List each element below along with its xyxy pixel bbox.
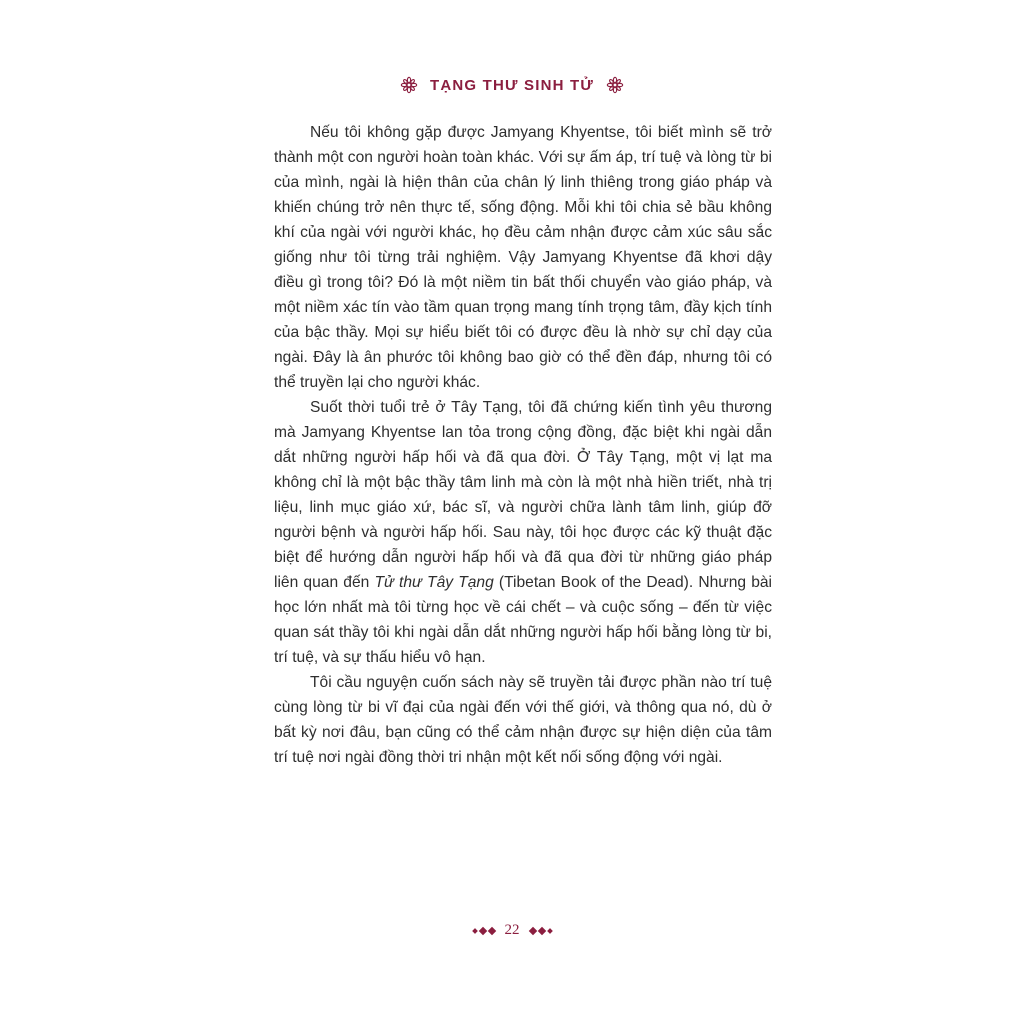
lotus-flower-icon bbox=[400, 76, 418, 94]
running-title: TẠNG THƯ SINH TỬ bbox=[429, 76, 595, 94]
book-title-italic: Tử thư Tây Tạng bbox=[374, 574, 494, 591]
paragraph-2-text-b: (Tibetan Book of the Dead). Nhưng bài học lớn nhất mà tôi từng học về cái chết – và cuộc sống – đến từ việc quan sát thầy tôi khi ngài dẫn dắt những người hấp hối bằng lòng từ bi, trí tuệ, và sự thấu hiểu vô hạn. bbox=[274, 574, 772, 666]
right-diamond-ornament-icon bbox=[530, 928, 552, 934]
paragraph-1: Nếu tôi không gặp được Jamyang Khyentse, tôi biết mình sẽ trở thành một con người hoàn toàn khác. Với sự ấm áp, trí tuệ và lòng từ bi của mình, ngài là hiện thân của chân lý linh thiêng trong giáo pháp và khiến chúng trở nên thực tế, sống động. Mỗi khi tôi chia sẻ bầu không khí của ngài với người khác, họ đều cảm nhận được cảm xúc sâu sắc giống như tôi từng trải nghiệm. Vậy Jamyang Khyentse đã khơi dậy điều gì trong tôi? Đó là một niềm tin bất thối chuyển vào giáo pháp, và một niềm xác tín vào tầm quan trọng mang tính trọng tâm, đầy kịch tính của bậc thầy. Mọi sự hiểu biết tôi có được đều là nhờ sự chỉ dạy của ngài. Đây là ân phước tôi không bao giờ có thể đền đáp, nhưng tôi có thể truyền lại cho người khác. bbox=[274, 124, 772, 391]
paragraph-3: Tôi cầu nguyện cuốn sách này sẽ truyền tải được phần nào trí tuệ cùng lòng từ bi vĩ đại của ngài đến với thế giới, và thông qua nó, dù ở bất kỳ nơi đâu, bạn cũng có thể cảm nhận được sự hiện diện của tâm trí tuệ nơi ngài đồng thời tri nhận một kết nối sống động với ngài. bbox=[274, 674, 772, 766]
paragraph-2-text-a: Suốt thời tuổi trẻ ở Tây Tạng, tôi đã chứng kiến tình yêu thương mà Jamyang Khyentse lan tỏa trong cộng đồng, đặc biệt khi ngài dẫn dắt những người hấp hối và đã qua đời. Ở Tây Tạng, một vị lạt ma không chỉ là một bậc thầy tâm linh mà còn là một nhà hiền triết, nhà trị liệu, linh mục giáo xứ, bác sĩ, và người chữa lành tâm linh, giúp đỡ người bệnh và người hấp hối. Sau này, tôi học được các kỹ thuật đặc biệt để hướng dẫn người hấp hối và đã qua đời từ những giáo pháp liên quan đến bbox=[274, 399, 772, 591]
lotus-flower-icon bbox=[606, 76, 624, 94]
body-text bbox=[274, 120, 772, 770]
running-header bbox=[0, 76, 1024, 94]
left-diamond-ornament-icon bbox=[473, 928, 495, 934]
page-number: 22 bbox=[504, 922, 520, 938]
paragraph-2 bbox=[274, 395, 772, 670]
page-footer bbox=[0, 922, 1024, 939]
